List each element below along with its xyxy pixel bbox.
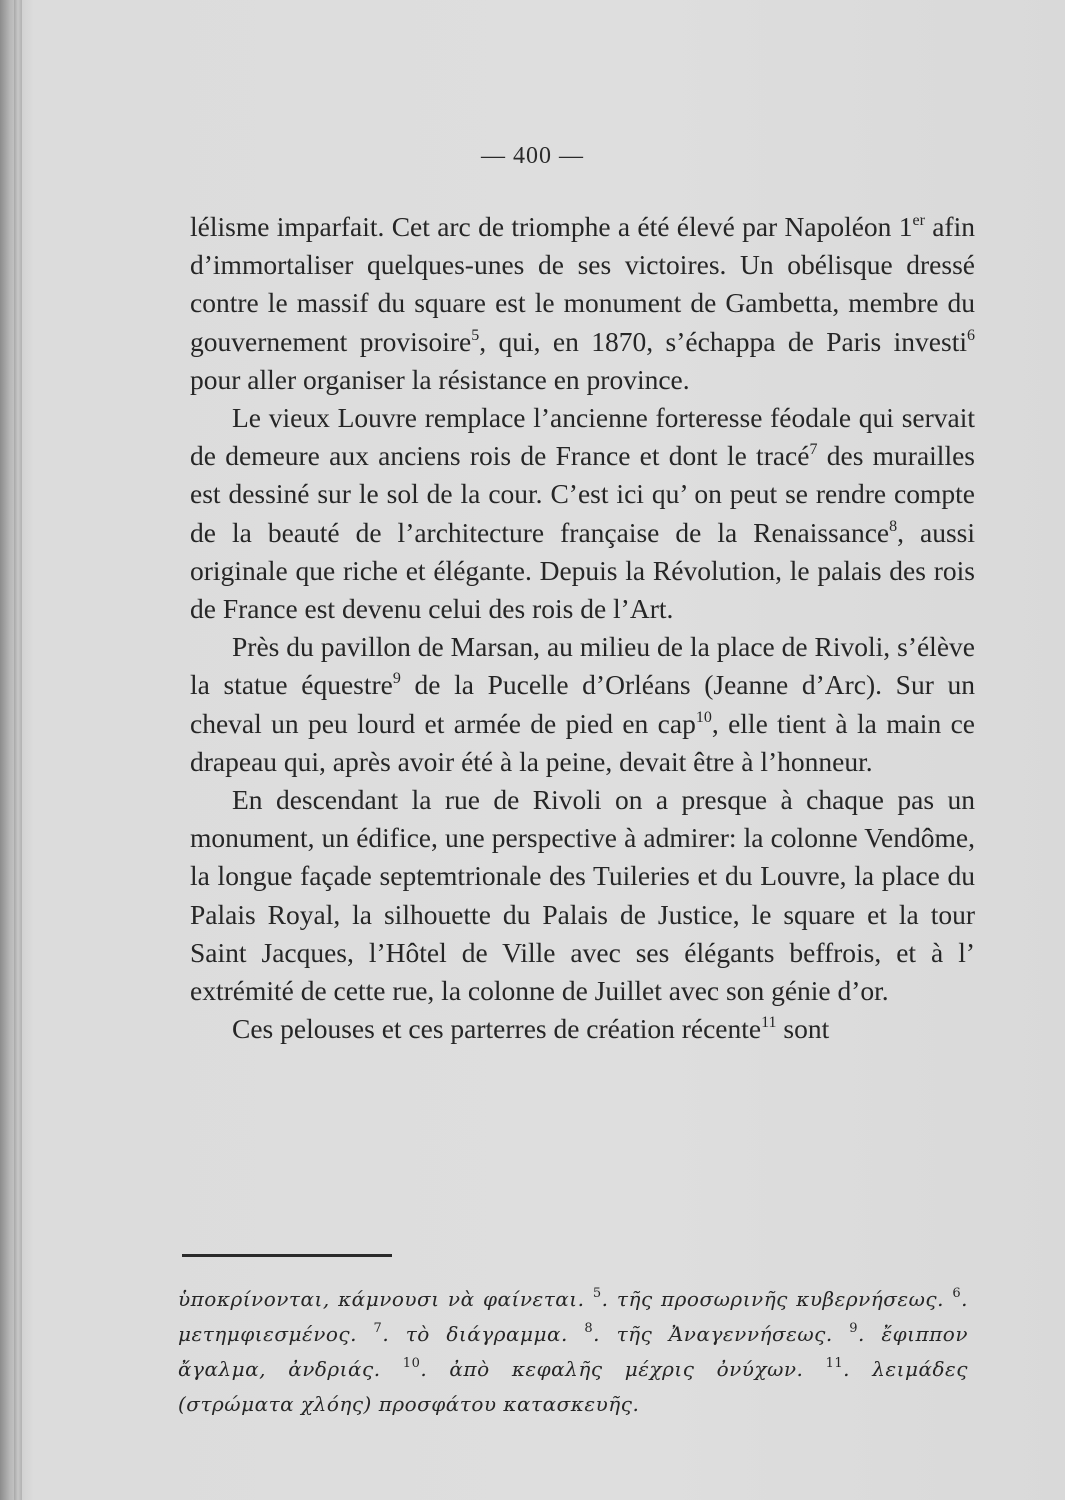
- paragraph: [190, 628, 975, 781]
- text-run: , aussi originale que riche et élégante. Depuis la Révolution, le palais des rois de France est devenu celui des rois de l’Art.: [190, 516, 976, 625]
- text-run: , elle tient à la main ce drapeau qui, après avoir été à la peine, devait être à l’honneur.: [190, 707, 975, 777]
- footnote-marker: 10: [695, 708, 712, 726]
- text-run: ὑποκρίνονται, κάμνουσι νὰ φαίνεται.: [178, 1287, 593, 1311]
- footnote-marker: 6: [952, 1286, 962, 1301]
- text-run: , qui, en 1870, s’échappa de Paris investi: [479, 325, 967, 357]
- page-number: — 400 —: [481, 143, 584, 169]
- text-run: . τὸ διάγραμμα.: [382, 1322, 585, 1346]
- footnote-marker: 8: [889, 517, 898, 535]
- book-gutter: [14, 0, 22, 1500]
- text-run: . ἔφιππον ἄγαλμα, ἀνδριάς.: [178, 1322, 968, 1381]
- footnote-marker: 6: [967, 326, 975, 344]
- text-run: . μετημφιεσμένος.: [178, 1287, 968, 1346]
- paragraph: [190, 1010, 975, 1048]
- footnotes: [178, 1282, 968, 1422]
- main-text: [190, 208, 975, 1048]
- text-run: pour aller organiser la résistance en province.: [190, 363, 690, 395]
- footnote-marker: 11: [761, 1014, 777, 1032]
- text-run: Près du pavillon de Marsan, au milieu de la place de Rivoli, s’élève la statue équestre: [190, 631, 975, 701]
- text-run: . ἀπὸ κεφαλῆς μέχρις ὀνύχων.: [420, 1357, 826, 1381]
- footnote-marker: 5: [592, 1286, 602, 1301]
- paragraph: [190, 208, 975, 399]
- footnote-marker: 8: [584, 1321, 594, 1336]
- footnote-marker: 9: [849, 1321, 859, 1336]
- paragraph: [190, 781, 975, 1010]
- text-run: . τῆς προσωρινῆς κυβερνήσεως.: [601, 1287, 953, 1311]
- footnote-marker: 7: [373, 1321, 383, 1336]
- text-run: Le vieux Louvre remplace l’ancienne forteresse féodale qui servait de demeure aux anciens rois de France et dont le tracé: [190, 402, 975, 472]
- footnote-marker: 10: [402, 1356, 421, 1371]
- text-run: de la Pucelle d’Orléans (Jeanne d’Arc). Sur un cheval un peu lourd et armée de pied en cap: [190, 669, 975, 739]
- footnote-marker: 11: [825, 1356, 844, 1371]
- footnote-marker: 5: [471, 326, 480, 344]
- text-run: . τῆς Ἀναγεννήσεως.: [593, 1322, 850, 1346]
- footnote-marker: 7: [809, 441, 818, 459]
- text-run: lélisme imparfait. Cet arc de triomphe a été élevé par Napoléon 1: [190, 211, 913, 242]
- text-run: . λειμάδες (στρώματα χλόης) προσφάτου κατασκευῆς.: [178, 1357, 968, 1416]
- footnote-marker: er: [912, 212, 925, 229]
- footnote-separator-rule: [182, 1254, 392, 1257]
- text-run: afin d’immortaliser quelques-unes de ses victoires. Un obélisque dressé contre le massif du square est le monument de Gambetta, membre du gouvernement provisoire: [190, 211, 975, 357]
- paragraph: [190, 399, 975, 628]
- text-run: En descendant la rue de Rivoli on a presque à chaque pas un monument, un édifice, une perspective à admirer: la colonne Vendôme, la longue façade septemtrionale des Tuileries et du Louvre, la place du Palais Royal, la silhouette du Palais de Justice, le square et la tour Saint Jacques, l’Hôtel de Ville avec ses élégants beffrois, et à l’ extrémité de cette rue, la colonne de Juillet avec son génie d’or.: [190, 784, 975, 1007]
- text-run: Ces pelouses et ces parterres de création récente: [232, 1013, 762, 1045]
- text-run: sont: [776, 1013, 830, 1045]
- footnote-marker: 9: [392, 670, 401, 688]
- text-run: des murailles est dessiné sur le sol de la cour. C’est ici qu’ on peut se rendre compte de la beauté de l’architecture française de la Renaissance: [190, 440, 975, 548]
